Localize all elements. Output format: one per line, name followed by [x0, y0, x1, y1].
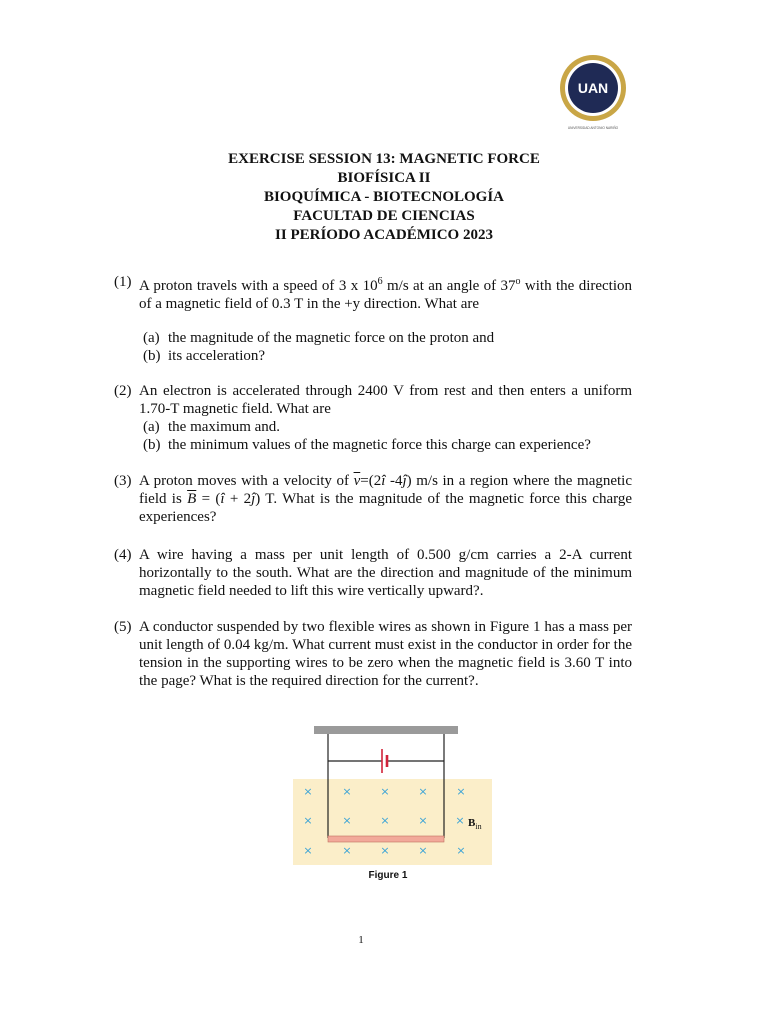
question-number: (4) [114, 547, 132, 563]
question-text: A conductor suspended by two flexible wires as shown in Figure 1 has a mass per unit length of 0.04 kg/m. What current must exist in the conductor in order for the tension in the supporting wires to be zero when the magnetic field is 3.60 T into the page? What is the required direction for the current?. [139, 619, 632, 689]
field-cross-icon: × [418, 844, 428, 857]
field-cross-icon: × [303, 785, 313, 798]
question-number: (5) [114, 619, 132, 635]
question-5 [114, 618, 632, 690]
field-cross-icon: × [303, 844, 313, 857]
figure-caption: Figure 1 [368, 870, 408, 881]
title-line-1: EXERCISE SESSION 13: MAGNETIC FORCE [228, 151, 540, 167]
subquestion-a: (a) the maximum and. [143, 419, 281, 435]
field-cross-icon: × [418, 814, 428, 827]
question-4 [114, 546, 632, 600]
field-cross-icon: × [418, 785, 428, 798]
logo-text: UAN [577, 80, 609, 96]
question-text: A wire having a mass per unit length of 0.500 g/cm carries a 2-A current horizontally to the south. What are the direction and magnitude of the minimum magnetic field needed to lift this wire vertically upward?. [139, 547, 632, 599]
title-line-2: BIOFÍSICA II [337, 170, 431, 186]
field-cross-icon: × [455, 814, 465, 827]
title-block [0, 150, 768, 245]
field-cross-icon: × [380, 814, 390, 827]
field-cross-icon: × [342, 785, 352, 798]
title-line-3: BIOQUÍMICA - BIOTECNOLOGÍA [263, 189, 505, 205]
question-number: (3) [114, 473, 132, 489]
university-logo [555, 52, 631, 132]
field-cross-icon: × [303, 814, 313, 827]
title-line-4: FACULTAD DE CIENCIAS [293, 208, 475, 224]
page-number: 1 [358, 934, 364, 946]
question-text: An electron is accelerated through 2400 V from rest and then enters a uniform 1.70-T magnetic field. What are [139, 383, 632, 417]
title-line-5: II PERÍODO ACADÉMICO 2023 [275, 227, 493, 243]
question-text: A proton moves with a velocity of $\overline{v}=(2î$ -4ĵ) m/s in a region where the magnetic field is $\overline{B}$ = (î + 2ĵ) T. What is the magnitude of the magnetic force this charge experiences? [139, 473, 633, 525]
subquestion-b: (b) its acceleration? [143, 348, 266, 364]
subquestion-b: (b) the minimum values of the magnetic force this charge can experience? [143, 437, 591, 453]
field-cross-icon: × [380, 785, 390, 798]
question-number: (1) [114, 274, 132, 290]
logo-subtext: UNIVERSIDAD ANTONIO NARIÑO [567, 126, 619, 130]
conductor-rod [328, 836, 444, 842]
question-2 [114, 382, 632, 454]
field-label: $B_{in}$ [468, 817, 482, 831]
field-cross-icon: × [456, 785, 466, 798]
field-cross-icon: × [380, 844, 390, 857]
field-cross-icon: × [456, 844, 466, 857]
question-1 [114, 273, 632, 365]
ceiling-support [314, 726, 458, 734]
field-cross-icon: × [342, 814, 352, 827]
question-text: A proton travels with a speed of 3 x $10^6$ m/s at an angle of 37$^o$ with the direction of a magnetic field of 0.3 T in the +y direction. What are [139, 276, 633, 312]
field-cross-icon: × [342, 844, 352, 857]
question-number: (2) [114, 383, 132, 399]
subquestion-a: (a) the magnitude of the magnetic force on the proton and [143, 330, 495, 346]
question-3 [114, 472, 632, 526]
